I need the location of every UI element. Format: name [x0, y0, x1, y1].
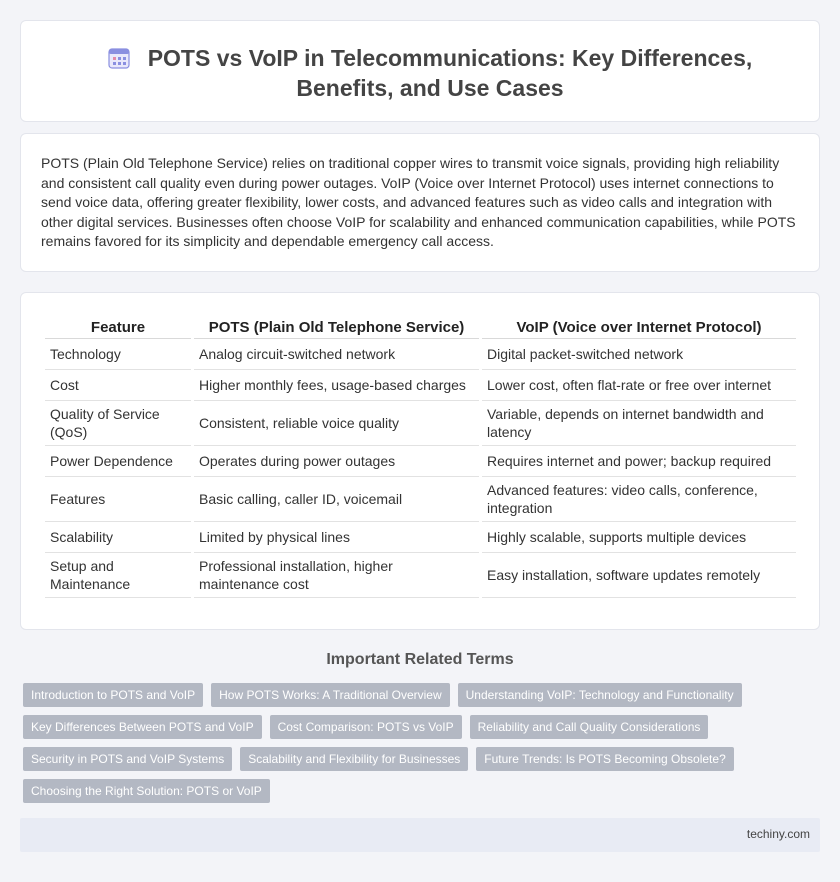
intro-card: [20, 133, 820, 272]
table-header-row: [45, 315, 796, 339]
table-cell: Basic calling, caller ID, voicemail: [194, 477, 479, 522]
table-cell: Quality of Service (QoS): [45, 401, 191, 446]
table-cell: Lower cost, often flat-rate or free over internet: [482, 370, 796, 401]
table-row: [45, 401, 796, 446]
table-row: [45, 522, 796, 553]
table-cell: Consistent, reliable voice quality: [194, 401, 479, 446]
table-cell: Cost: [45, 370, 191, 401]
related-term-link[interactable]: Reliability and Call Quality Considerations: [470, 715, 709, 739]
table-cell: Technology: [45, 339, 191, 370]
comparison-table: [42, 315, 799, 598]
page-title: [61, 43, 799, 103]
related-term-link[interactable]: Security in POTS and VoIP Systems: [23, 747, 232, 771]
table-cell: Setup and Maintenance: [45, 553, 191, 598]
table-cell: Analog circuit-switched network: [194, 339, 479, 370]
table-cell: Scalability: [45, 522, 191, 553]
table-cell: Higher monthly fees, usage-based charges: [194, 370, 479, 401]
related-term-link[interactable]: How POTS Works: A Traditional Overview: [211, 683, 450, 707]
intro-paragraph: POTS (Plain Old Telephone Service) relies on traditional copper wires to transmit voice signals, providing high reliability and consistent call quality even during power outages. VoIP (Voice over Internet Protocol) uses internet connections to send voice data, offering greater flexibility, lower costs, and advanced features such as video calls and integration with other digital services. Businesses often choose VoIP for scalability and enhanced communication capabilities, while POTS remains favored for its simplicity and dependable emergency call access.: [41, 155, 796, 249]
footer: [20, 818, 820, 852]
related-term-link[interactable]: Key Differences Between POTS and VoIP: [23, 715, 262, 739]
table-row: [45, 446, 796, 477]
table-row: [45, 339, 796, 370]
table-cell: Highly scalable, supports multiple devices: [482, 522, 796, 553]
related-term-link[interactable]: Understanding VoIP: Technology and Functionality: [458, 683, 742, 707]
table-row: [45, 370, 796, 401]
table-cell: Operates during power outages: [194, 446, 479, 477]
footer-site-name: techiny.com: [746, 827, 810, 841]
table-cell: Easy installation, software updates remotely: [482, 553, 796, 598]
related-term-link[interactable]: Future Trends: Is POTS Becoming Obsolete?: [476, 747, 733, 771]
related-terms-list: [23, 683, 823, 811]
table-cell: Digital packet-switched network: [482, 339, 796, 370]
table-cell: Limited by physical lines: [194, 522, 479, 553]
table-row: [45, 553, 796, 598]
table-cell: Requires internet and power; backup required: [482, 446, 796, 477]
table-cell: Features: [45, 477, 191, 522]
tag-row: [23, 715, 823, 739]
calendar-icon: [108, 46, 130, 68]
page-title-text: POTS vs VoIP in Telecommunications: Key Differences, Benefits, and Use Cases: [147, 45, 753, 101]
related-term-link[interactable]: Scalability and Flexibility for Businesses: [240, 747, 468, 771]
tag-row: [23, 683, 823, 707]
table-cell: Variable, depends on internet bandwidth and latency: [482, 401, 796, 446]
column-header-voip: VoIP (Voice over Internet Protocol): [482, 315, 796, 339]
tag-row: [23, 747, 823, 771]
header-card: [20, 20, 820, 122]
tag-row: [23, 779, 823, 803]
column-header-feature: Feature: [45, 315, 191, 339]
table-cell: Advanced features: video calls, conference, integration: [482, 477, 796, 522]
related-terms-heading: Important Related Terms: [326, 651, 514, 668]
related-term-link[interactable]: Cost Comparison: POTS vs VoIP: [270, 715, 462, 739]
related-term-link[interactable]: Choosing the Right Solution: POTS or VoIP: [23, 779, 270, 803]
column-header-pots: POTS (Plain Old Telephone Service): [194, 315, 479, 339]
comparison-table-card: [20, 292, 820, 630]
table-cell: Professional installation, higher maintenance cost: [194, 553, 479, 598]
related-term-link[interactable]: Introduction to POTS and VoIP: [23, 683, 203, 707]
table-row: [45, 477, 796, 522]
table-cell: Power Dependence: [45, 446, 191, 477]
